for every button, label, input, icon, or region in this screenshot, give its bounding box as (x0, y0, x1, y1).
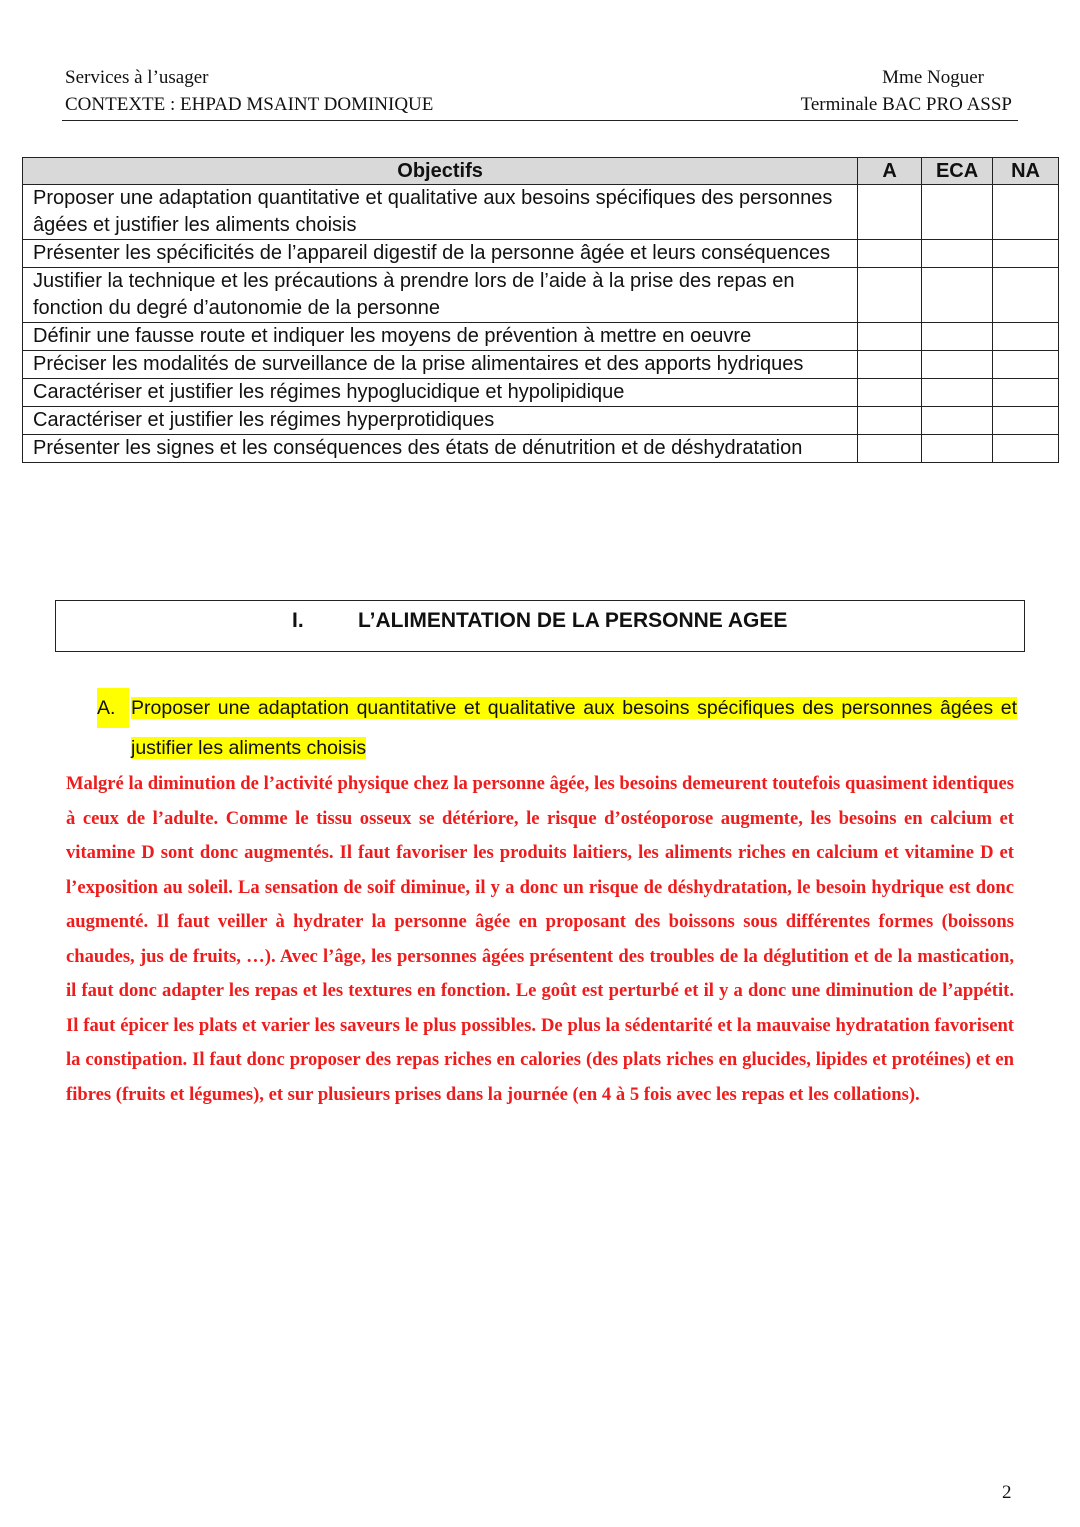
objective-text: Présenter les spécificités de l’appareil digestif de la personne âgée et leurs conséquences (23, 240, 858, 268)
table-row (23, 323, 1059, 351)
cell-a[interactable] (858, 379, 922, 407)
cell-na[interactable] (993, 268, 1059, 323)
cell-eca[interactable] (922, 435, 993, 463)
cell-a[interactable] (858, 323, 922, 351)
cell-na[interactable] (993, 323, 1059, 351)
table-row (23, 407, 1059, 435)
objective-text: Caractériser et justifier les régimes hypoglucidique et hypolipidique (23, 379, 858, 407)
table-row (23, 379, 1059, 407)
objectives-table (22, 157, 1059, 463)
cell-a[interactable] (858, 351, 922, 379)
cell-na[interactable] (993, 407, 1059, 435)
section-title: L’ALIMENTATION DE LA PERSONNE AGEE (358, 609, 788, 632)
header-context: CONTEXTE : EHPAD MSAINT DOMINIQUE (65, 94, 434, 115)
header-teacher: Mme Noguer (882, 67, 984, 88)
cell-na[interactable] (993, 351, 1059, 379)
table-row (23, 185, 1059, 240)
header-subject: Services à l’usager (65, 67, 209, 88)
objective-text: Caractériser et justifier les régimes hyperprotidiques (23, 407, 858, 435)
page-header (62, 64, 1018, 121)
cell-eca[interactable] (922, 185, 993, 240)
column-header-objectifs: Objectifs (23, 158, 858, 185)
subsection-heading (97, 688, 1017, 768)
cell-eca[interactable] (922, 379, 993, 407)
cell-a[interactable] (858, 240, 922, 268)
objective-text: Définir une fausse route et indiquer les moyens de prévention à mettre en oeuvre (23, 323, 858, 351)
table-row (23, 240, 1059, 268)
table-row (23, 268, 1059, 323)
objective-text: Proposer une adaptation quantitative et qualitative aux besoins spécifiques des personnes âgées et justifier les aliments choisis (23, 185, 858, 240)
cell-eca[interactable] (922, 240, 993, 268)
header-class: Terminale BAC PRO ASSP (800, 94, 1012, 115)
table-header-row (23, 158, 1059, 185)
table-row (23, 351, 1059, 379)
cell-eca[interactable] (922, 323, 993, 351)
cell-a[interactable] (858, 407, 922, 435)
objective-text: Présenter les signes et les conséquences des états de dénutrition et de déshydratation (23, 435, 858, 463)
objective-text: Préciser les modalités de surveillance de la prise alimentaires et des apports hydriques (23, 351, 858, 379)
cell-a[interactable] (858, 185, 922, 240)
section-number: I. (292, 609, 304, 632)
table-row (23, 435, 1059, 463)
cell-na[interactable] (993, 240, 1059, 268)
cell-eca[interactable] (922, 351, 993, 379)
cell-na[interactable] (993, 185, 1059, 240)
column-header-eca: ECA (922, 158, 993, 185)
objective-text: Justifier la technique et les précautions à prendre lors de l’aide à la prise des repas en fonction du degré d’autonomie de la personne (23, 268, 858, 323)
answer-paragraph: Malgré la diminution de l’activité physique chez la personne âgée, les besoins demeurent toutefois quasiment identiques à ceux de l’adulte. Comme le tissu osseux se détériore, le risque d’ostéoporose augmente, les besoins en calcium et vitamine D sont donc augmentés. Il faut favoriser les produits laitiers, les aliments riches en calcium et vitamine D et l’exposition au soleil. La sensation de soif diminue, il y a donc un risque de déshydratation, le besoin hydrique est donc augmenté. Il faut veiller à hydrater la personne âgée en proposant des boissons sous différentes formes (boissons chaudes, jus de fruits, …). Avec l’âge, les personnes âgées présentent des troubles de la déglutition et de la mastication, il faut donc adapter les repas et les textures en fonction. Le goût est perturbé et il y a donc une diminution de l’appétit. Il faut épicer les plats et varier les saveurs le plus possibles. De plus la sédentarité et la mauvaise hydratation favorisent la constipation. Il faut donc proposer des repas riches en calories (des plats riches en glucides, lipides et protéines) et en fibres (fruits et légumes), et sur plusieurs prises dans la journée (en 4 à 5 fois avec les repas et les collations). (66, 773, 1014, 1105)
cell-a[interactable] (858, 268, 922, 323)
column-header-na: NA (993, 158, 1059, 185)
cell-na[interactable] (993, 435, 1059, 463)
subsection-title: Proposer une adaptation quantitative et qualitative aux besoins spécifiques des personnes âgées et justifier les aliments choisis (131, 697, 1017, 759)
column-header-a: A (858, 158, 922, 185)
cell-eca[interactable] (922, 268, 993, 323)
cell-na[interactable] (993, 379, 1059, 407)
cell-a[interactable] (858, 435, 922, 463)
section-heading-box (55, 600, 1025, 652)
page-number: 2 (1002, 1482, 1012, 1503)
subsection-letter: A. (97, 688, 129, 728)
cell-eca[interactable] (922, 407, 993, 435)
